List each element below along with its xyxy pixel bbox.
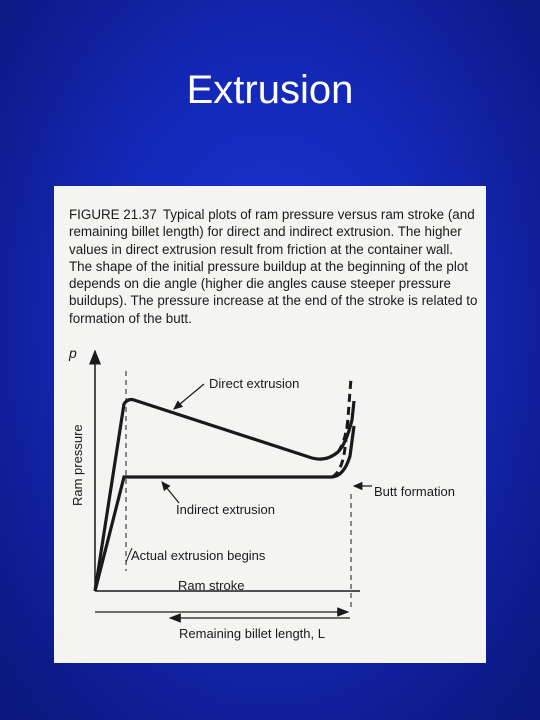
figure-image bbox=[54, 186, 486, 663]
x2-axis-label: Remaining billet length, L bbox=[179, 626, 325, 641]
indirect-label-leader bbox=[162, 482, 179, 503]
slide-title: Extrusion bbox=[186, 68, 354, 112]
figure-label: FIGURE 21.37 bbox=[69, 207, 157, 222]
pressure-stroke-diagram bbox=[54, 186, 486, 663]
direct-label-leader bbox=[174, 384, 204, 409]
butt-formation-label: Butt formation bbox=[374, 484, 455, 499]
y-axis-symbol: p bbox=[69, 345, 77, 361]
actual-extrusion-label: Actual extrusion begins bbox=[131, 548, 266, 563]
figure-caption-text: Typical plots of ram pressure versus ram stroke (and remaining billet length) for direct and indirect extrusion. The higher values in direct extrusion result from friction at the container wall. The shape of the initial pressure buildup at the beginning of the plot depends on die angle (higher die angles cause steeper pressure buildups). The pressure increase at the end of the stroke is related to formation of the butt. bbox=[69, 207, 478, 326]
y-axis-label: Ram pressure bbox=[70, 424, 85, 506]
x-axis-label: Ram stroke bbox=[178, 578, 245, 593]
direct-extrusion-label: Direct extrusion bbox=[209, 376, 300, 391]
indirect-extrusion-label: Indirect extrusion bbox=[176, 502, 275, 517]
